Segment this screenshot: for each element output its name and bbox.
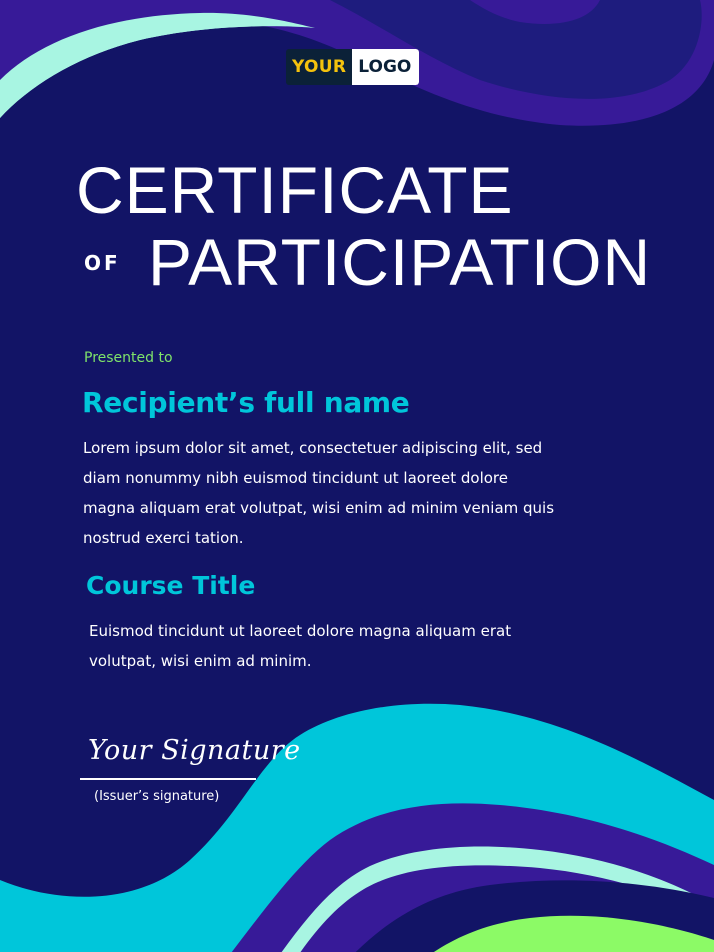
logo-part-your: YOUR <box>286 49 352 85</box>
logo-part-logo: LOGO <box>352 49 419 85</box>
recipient-name: Recipient’s full name <box>82 386 410 419</box>
logo <box>286 49 419 85</box>
course-title: Course Title <box>86 571 256 600</box>
course-description: Euismod tincidunt ut laoreet dolore magna aliquam erat volutpat, wisi enim ad minim. <box>89 622 512 670</box>
signature-caption: (Issuer’s signature) <box>94 789 220 804</box>
presented-to-label: Presented to <box>84 350 173 366</box>
certificate-description: Lorem ipsum dolor sit amet, consectetuer adipiscing elit, sed diam nonummy nibh euismod tincidunt ut laoreet dolore magna aliquam erat volutpat, wisi enim ad minim veniam quis nostrud exerci tation. <box>83 439 555 547</box>
certificate-title-line2: PARTICIPATION <box>148 225 652 299</box>
signature: Your Signature <box>88 735 301 766</box>
certificate-title-line1: CERTIFICATE <box>76 153 514 227</box>
signature-line <box>80 778 256 780</box>
certificate-title-of: OF <box>84 251 121 275</box>
